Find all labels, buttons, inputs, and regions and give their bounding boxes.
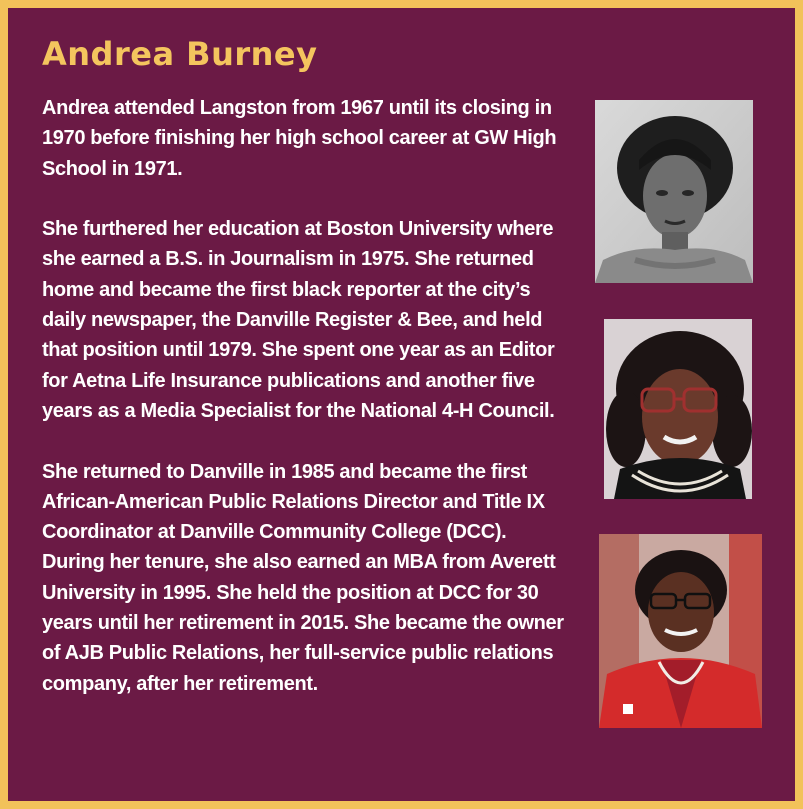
bio-paragraph-1: Andrea attended Langston from 1967 until its closing in 1970 before finishing her high school career at GW High School in 1971. xyxy=(42,97,557,180)
profile-name: Andrea Burney xyxy=(42,35,318,73)
portrait-with-glasses-photo xyxy=(604,319,752,499)
portrait-red-jacket-photo xyxy=(599,534,762,728)
biography xyxy=(42,93,567,699)
profile-card xyxy=(8,8,795,801)
yearbook-portrait-photo xyxy=(595,100,753,283)
bio-paragraph-2: She furthered her education at Boston University where she earned a B.S. in Journalism in 1975. She returned home and became the first black reporter at the city’s daily newspaper, the Danville Register & Bee, and held that position until 1979. She spent one year as an Editor for Aetna Life Insurance publications and another five years as a Media Specialist for the National 4-H Council. xyxy=(42,218,555,422)
bio-paragraph-3: She returned to Danville in 1985 and became the first African-American Public Relations Director and Title IX Coordinator at Danville Community College (DCC). During her tenure, she also earned an MBA from Averett University in 1995. She held the position at DCC for 30 years until her retirement in 2015. She became the owner of AJB Public Relations, her full-service public relations company, after her retirement. xyxy=(42,460,564,695)
